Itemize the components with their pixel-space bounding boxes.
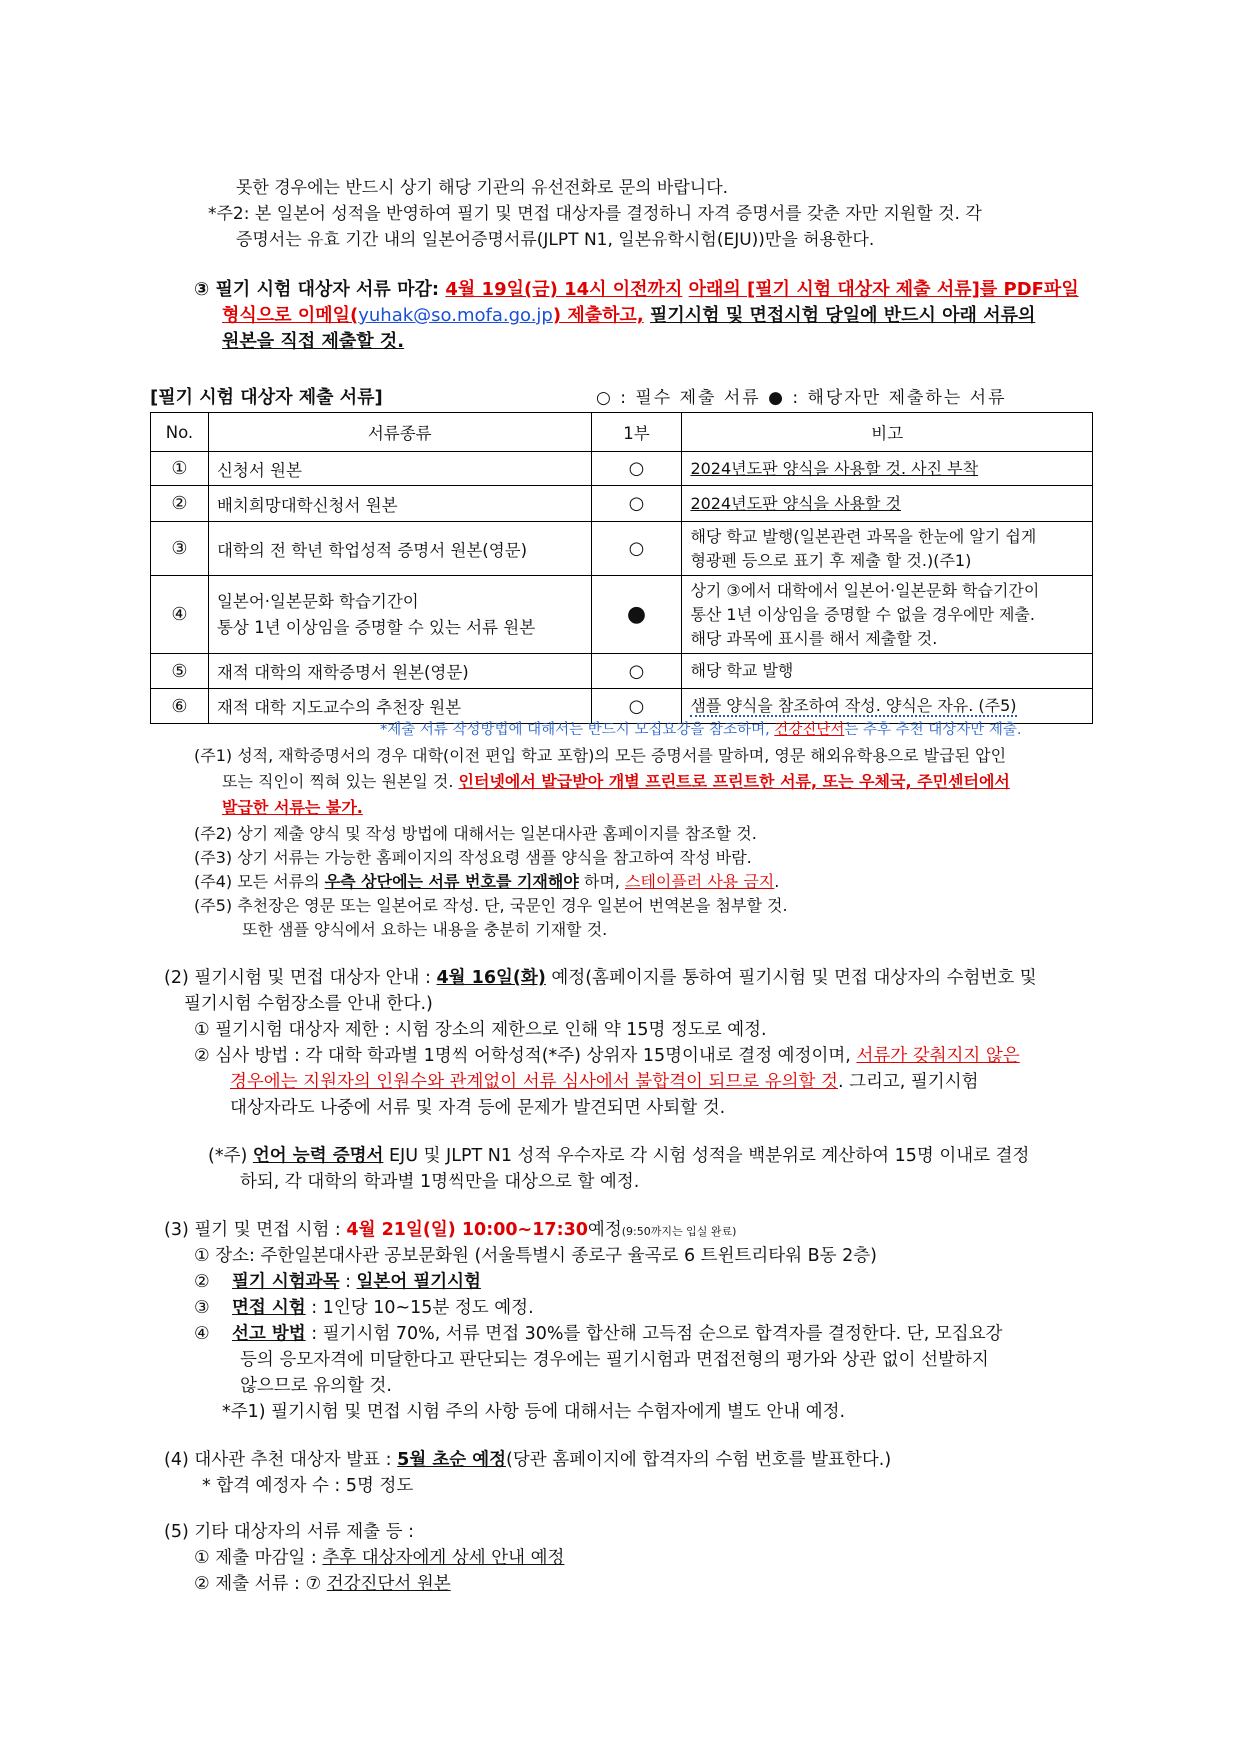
sec2-sub-emphasis: 언어 능력 증명서 <box>252 1146 384 1166</box>
row-mark: ○ <box>591 452 682 486</box>
footnote-text-end: 는 추후 추천 대상자만 제출. <box>844 722 1022 738</box>
row-note-line: 형광펜 등으로 표기 후 제출 할 것.)(주1) <box>690 550 972 570</box>
sec2-sub-line2: 하되, 각 대학의 학과별 1명씩만을 대상으로 할 예정. <box>240 1172 640 1192</box>
header-remarks: 비고 <box>682 413 1093 452</box>
sec3-line1 <box>164 1218 736 1244</box>
sec3-date: 4월 21일(일) 10:00~17:30 <box>346 1220 588 1240</box>
deadline-number: ③ <box>194 279 210 300</box>
sec2-title: (2) 필기시험 및 면접 대상자 안내 : <box>164 968 431 988</box>
note4-text: (주4) 모든 서류의 <box>194 872 320 891</box>
note2: (주2) 상기 제출 양식 및 작성 방법에 대해서는 일본대사관 홈페이지를 참조할 것. <box>194 824 757 843</box>
sec3-plan: 예정 <box>587 1220 622 1240</box>
row-note-line: 통산 1년 이상임을 증명할 수 없을 경우에만 제출. <box>690 604 1035 624</box>
sec4-desc: (당관 홈페이지에 합격자의 수험 번호를 발표한다.) <box>506 1450 892 1470</box>
sec3-item4-text: : 필기시험 70%, 서류 면접 30%를 합산해 고득점 순으로 합격자를 결정한다. 단, 모집요강 <box>305 1324 1003 1344</box>
row-note: 해당 학교 발행 <box>682 654 1093 689</box>
note4-emphasis: 우측 상단에는 서류 번호를 기재해야 <box>324 872 579 891</box>
note1-line3: 발급한 서류는 불가. <box>222 798 363 817</box>
sec3-item2-colon: : <box>339 1272 357 1292</box>
sec2-item2-line3: 대상자라도 나중에 서류 및 자격 등에 문제가 발견되면 사퇴할 것. <box>230 1098 726 1118</box>
sec3-item4-line1 <box>194 1322 1002 1346</box>
sec3-item3-num: ③ <box>194 1298 210 1318</box>
row-no: ⑥ <box>151 689 209 724</box>
note5-line1: (주5) 추천장은 영문 또는 일본어로 작성. 단, 국문인 경우 일본어 번역본을 첨부할 것. <box>194 896 788 915</box>
row-note-text: 2024년도판 양식을 사용할 것 <box>690 493 901 513</box>
note1-warning: 인터넷에서 발급받아 개별 프린트로 프린트한 서류, 또는 우체국, 주민센터에서 <box>458 772 1010 791</box>
sec3-item3-value: : 1인당 10~15분 정도 예정. <box>305 1298 534 1318</box>
table-row <box>151 522 1093 576</box>
row-note-line: 해당 학교 발행(일본관련 과목을 한눈에 알기 쉽게 <box>690 526 1037 546</box>
sec2-sub-mark: (*주) <box>208 1146 248 1166</box>
deadline-date: 4월 19일(금) 14시 이전까지 <box>445 279 683 300</box>
sec5-line1: (5) 기타 대상자의 서류 제출 등 : <box>164 1522 415 1542</box>
table-row <box>151 452 1093 486</box>
row-note-line: 상기 ③에서 대학에서 일본어·일본문화 학습기간이 <box>690 580 1040 600</box>
sec3-checkin: (9:50까지는 입실 완료) <box>621 1225 737 1238</box>
row-mark: ○ <box>591 689 682 724</box>
email-link[interactable]: yuhak@so.mofa.go.jp <box>358 305 553 326</box>
sec2-item1: ① 필기시험 대상자 제한 : 시험 장소의 제한으로 인해 약 15명 정도로 예정. <box>194 1020 767 1040</box>
sec3-item2-num: ② <box>194 1272 210 1292</box>
row-no: ③ <box>151 522 209 576</box>
documents-table <box>150 412 1093 724</box>
intro-line: 못한 경우에는 반드시 상기 해당 기관의 유선전화로 문의 바랍니다. <box>236 178 729 198</box>
sec3-item2-label: 필기 시험과목 <box>231 1272 340 1292</box>
note4 <box>194 870 779 894</box>
note4-period: . <box>774 872 780 891</box>
table-row <box>151 576 1093 654</box>
sec3-item2 <box>194 1270 481 1294</box>
sec3-title: (3) 필기 및 면접 시험 : <box>164 1220 341 1240</box>
sec2-line1 <box>164 966 1037 990</box>
row-mark: ● <box>591 576 682 654</box>
row-no: ⑤ <box>151 654 209 689</box>
deadline-text2b: ) 제출하고, <box>552 305 644 326</box>
sec5-item2-label: ② 제출 서류 : ⑦ <box>194 1574 322 1594</box>
sec2-line2: 필기시험 수험장소를 안내 한다.) <box>184 994 433 1014</box>
row-mark: ○ <box>591 486 682 522</box>
sec2-sub-text: EJU 및 JLPT N1 성적 우수자로 각 시험 성적을 백분위로 계산하여 15명 이내로 결정 <box>389 1146 1030 1166</box>
sec2-date: 4월 16일(화) <box>436 968 546 988</box>
deadline-label: 필기 시험 대상자 서류 마감: <box>215 279 440 300</box>
sec3-item3 <box>194 1296 534 1320</box>
deadline-line1 <box>194 278 1079 302</box>
note2-line1: *주2: 본 일본어 성적을 반영하여 필기 및 면접 대상자를 결정하니 자격 증명서를 갖춘 자만 지원할 것. 각 <box>208 204 982 224</box>
row-doc: 신청서 원본 <box>208 452 591 486</box>
sec3-item2-value: 일본어 필기시험 <box>356 1272 481 1292</box>
sec4-title: (4) 대사관 추천 대상자 발표 : <box>164 1450 392 1470</box>
sec2-item2-warning2: 경우에는 지원자의 인원수와 관계없이 서류 심사에서 불합격이 되므로 유의할 것 <box>230 1072 838 1092</box>
sec5-item2 <box>194 1572 451 1596</box>
note1-line1: (주1) 성적, 재학증명서의 경우 대학(이전 편입 학교 포함)의 모든 증명서를 말하며, 영문 해외유학용으로 발급된 압인 <box>194 746 1007 765</box>
note1-line2 <box>222 770 1010 794</box>
sec2-item2-text: ② 심사 방법 : 각 대학 학과별 1명씩 어학성적(*주) 상위자 15명이내로 결정 예정이며, <box>194 1046 851 1066</box>
table-legend: ○ : 필수 제출 서류 ● : 해당자만 제출하는 서류 <box>596 388 1007 408</box>
note1-text: 또는 직인이 찍혀 있는 원본일 것. <box>222 772 454 791</box>
sec3-item4-label: 선고 방법 <box>231 1324 306 1344</box>
sec4-line1 <box>164 1448 891 1472</box>
sec3-item1: ① 장소: 주한일본대사관 공보문화원 (서울특별시 종로구 율곡로 6 트윈트리타워 B동 2층) <box>194 1246 878 1266</box>
row-note-line: 해당 과목에 표시를 해서 제출할 것. <box>690 628 938 648</box>
sec5-item1-label: ① 제출 마감일 : <box>194 1548 317 1568</box>
table-row <box>151 654 1093 689</box>
sec5-item2-value: 건강진단서 원본 <box>326 1574 451 1594</box>
header-doc-type: 서류종류 <box>208 413 591 452</box>
row-doc: 대학의 전 학년 학업성적 증명서 원본(영문) <box>208 522 591 576</box>
sec5-item1 <box>194 1546 564 1570</box>
sec3-note: *주1) 필기시험 및 면접 시험 주의 사항 등에 대해서는 수험자에게 별도 안내 예정. <box>222 1402 846 1422</box>
sec2-item2-warning: 서류가 갖춰지지 않은 <box>856 1046 1020 1066</box>
row-doc-line: 일본어·일본문화 학습기간이 <box>216 591 419 611</box>
row-note <box>682 452 1093 486</box>
deadline-text2c: 필기시험 및 면접시험 당일에 반드시 아래 서류의 <box>650 305 1036 326</box>
sec3-item4-line3: 않으므로 유의할 것. <box>240 1376 392 1396</box>
sec2-item2-text2: . 그리고, 필기시험 <box>837 1072 979 1092</box>
table-title: [필기 시험 대상자 제출 서류] <box>150 387 383 408</box>
note5-line2: 또한 샘플 양식에서 요하는 내용을 충분히 기재할 것. <box>242 920 608 939</box>
sec3-item3-label: 면접 시험 <box>231 1298 306 1318</box>
header-no: No. <box>151 413 209 452</box>
row-note <box>682 486 1093 522</box>
deadline-text1: 아래의 [필기 시험 대상자 제출 서류]를 PDF파일 <box>688 279 1079 300</box>
sec4-line2: * 합격 예정자 수 : 5명 정도 <box>202 1476 414 1496</box>
sec2-sub-line1 <box>208 1144 1029 1168</box>
row-doc-line: 통상 1년 이상임을 증명할 수 있는 서류 원본 <box>216 617 536 637</box>
sec2-desc: 예정(홈페이지를 통하여 필기시험 및 면접 대상자의 수험번호 및 <box>551 968 1037 988</box>
row-note-text: 샘플 양식을 참조하여 작성. 양식은 자유. (주5) <box>690 696 1017 715</box>
row-doc <box>208 576 591 654</box>
footnote-text: *제출 서류 작성방법에 대해서는 반드시 모집요강을 참조하며, <box>380 722 770 738</box>
row-mark: ○ <box>591 654 682 689</box>
header-copies: 1부 <box>591 413 682 452</box>
sec3-item4-line2: 등의 응모자격에 미달한다고 판단되는 경우에는 필기시험과 면접전형의 평가와 상관 없이 선발하지 <box>240 1350 989 1370</box>
row-note <box>682 576 1093 654</box>
note2-line2: 증명서는 유효 기간 내의 일본어증명서류(JLPT N1, 일본유학시험(EJU))만을 허용한다. <box>236 230 875 250</box>
sec4-date: 5월 초순 예정 <box>397 1450 507 1470</box>
sec2-item2-line2 <box>230 1070 979 1094</box>
table-row <box>151 486 1093 522</box>
deadline-text2a: 형식으로 이메일( <box>222 305 359 326</box>
note4-text2: 하며, <box>583 872 620 891</box>
sec5-item1-value: 추후 대상자에게 상세 안내 예정 <box>322 1548 565 1568</box>
row-no: ① <box>151 452 209 486</box>
note4-staple-warning: 스테이플러 사용 금지 <box>624 872 775 891</box>
footnote-health-check: 건강진단서 <box>774 722 845 738</box>
table-header-row <box>151 413 1093 452</box>
sec3-item4-num: ④ <box>194 1324 210 1344</box>
row-doc: 배치희망대학신청서 원본 <box>208 486 591 522</box>
note3: (주3) 상기 서류는 가능한 홈페이지의 작성요령 샘플 양식을 참고하여 작성 바람. <box>194 848 752 867</box>
sec2-item2-line1 <box>194 1044 1020 1068</box>
row-no: ④ <box>151 576 209 654</box>
row-doc: 재적 대학 지도교수의 추천장 원본 <box>208 689 591 724</box>
row-doc: 재적 대학의 재학증명서 원본(영문) <box>208 654 591 689</box>
row-note-text: 2024년도판 양식을 사용할 것. 사진 부착 <box>690 458 979 478</box>
deadline-line2 <box>222 304 1035 328</box>
deadline-line3: 원본을 직접 제출할 것. <box>222 331 405 352</box>
row-no: ② <box>151 486 209 522</box>
row-mark: ○ <box>591 522 682 576</box>
table-footnote <box>380 718 1021 739</box>
row-note <box>682 522 1093 576</box>
